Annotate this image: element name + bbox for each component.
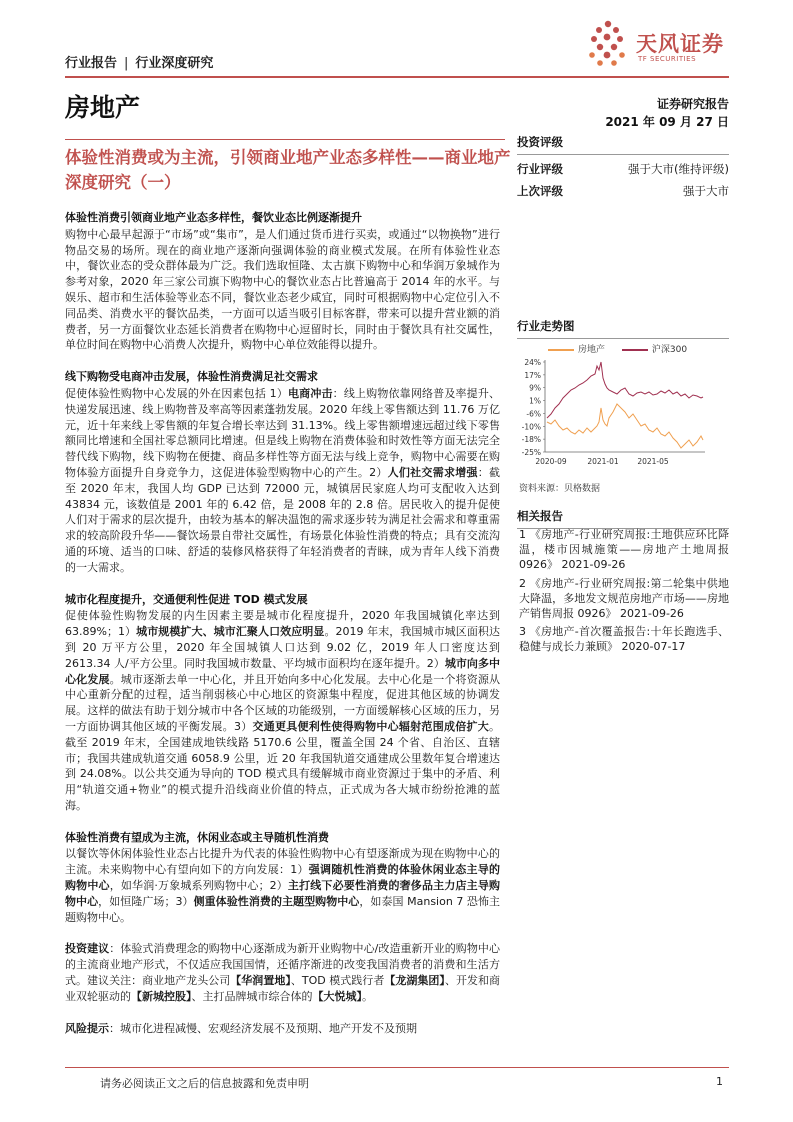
text-run: 以餐饮等休闲体验性业态占比提升为代表的体验性购物中心有望逐渐成为现在购物中心的主流。未来购物中心有望向如下的方向发展：1） xyxy=(65,847,500,877)
legend-label: 房地产 xyxy=(578,345,606,355)
y-tick-label: 24% xyxy=(524,358,541,367)
report-category xyxy=(65,52,213,71)
text-bold: 【大悦城】 xyxy=(312,989,362,1003)
trend-chart xyxy=(517,338,729,473)
y-tick-label: -6% xyxy=(526,409,541,419)
rating-row xyxy=(517,183,729,199)
related-item[interactable]: 1 《房地产-行业研究周报:土地供应环比降温，楼市因城施策——房地产土地周报 0926》 2021-09-26 xyxy=(519,528,729,572)
chart-source: 资料来源：贝格数据 xyxy=(519,484,601,494)
text-bold: 强调随机性消费的体验休闲业态主导的购物中心 xyxy=(65,863,501,893)
section-paragraph xyxy=(65,941,500,1004)
sector-title: 房地产 xyxy=(65,93,141,122)
text-bold: 主打线下必要性消费的奢侈品主力店主导购物中心 xyxy=(65,879,500,908)
footer-divider xyxy=(65,1067,729,1068)
rating-row xyxy=(517,161,729,177)
header-divider xyxy=(65,76,729,78)
logo-text-cn: 天风证券 xyxy=(636,32,724,56)
text-bold: 风险提示 xyxy=(65,1021,109,1035)
rating-header: 投资评级 xyxy=(517,134,729,155)
text-bold: 交通更具便利性使得购物中心辐射范围成倍扩大 xyxy=(252,719,490,733)
text-run: ：截至 2020 年末，我国人均 GDP 已达到 72000 元，城镇居民家庭人均可支配收入达到 43834 元，该数值是 2001 年的 6.42 倍，是 2008 年的 2.8 倍。居民收入的提升促使人们对于需求的层次提升，由较为基本的解决温饱的需求逐步转为满足社会需求和尊重需求的较高阶段升华——餐饮场景自带社交属性，有场景化体验性消费的特点；具有交流沟通的环境、适当的口味、舒适的装修风格获得了年轻消费者的青睐，成为青年人线下消费的一大需求。 xyxy=(65,465,501,574)
legend-label: 沪深300 xyxy=(651,345,688,355)
main-body xyxy=(65,210,500,1052)
chart-header: 行业走势图 xyxy=(517,318,729,339)
logo-mark-icon xyxy=(586,18,630,68)
footer-disclaimer[interactable]: 请务必阅读正文之后的信息披露和免责申明 xyxy=(100,1077,309,1090)
text-run: ：线上购物依靠网络普及率提升、快递发展迅速、线上购物普及率高等因素蓬勃发展。2020 年线上零售额达到 11.76 万亿元，近十年来线上零售额的年复合增长率达到 31.13%。线上零售额增速远超过线下零售额同比增速和全国社零总额同比增速。但是线上购物在消费体验和时效性等方面无法完全替代线下购物，线下购物在便捷、商品多样性等方面无法与线上竞争，购物中心需要在购物体验方面提升自身竞争力，这促进体验型购物中心的产生。2） xyxy=(65,386,501,479)
section-trend xyxy=(65,830,500,926)
x-tick-label: 2021-05 xyxy=(637,457,669,466)
text-bold: 【新城控股】 xyxy=(131,989,192,1003)
text-run: 、主打品牌城市综合体的 xyxy=(191,989,313,1003)
page-number: 1 xyxy=(716,1075,723,1088)
logo-text-en: TF SECURITIES xyxy=(638,55,697,63)
rating-key: 行业评级 xyxy=(517,162,563,176)
section-investment-advice xyxy=(65,941,500,1004)
company-logo xyxy=(586,18,736,70)
x-axis-ticks xyxy=(535,457,669,466)
text-bold: 城市规模扩大、城市汇聚人口效应明显 xyxy=(136,625,325,639)
text-bold: 【华润置地】 xyxy=(230,974,291,988)
related-panel xyxy=(517,508,729,529)
section-urbanization xyxy=(65,592,500,814)
y-tick-label: 17% xyxy=(524,370,541,380)
y-axis-ticks xyxy=(522,358,545,457)
section-heading: 体验性消费有望成为主流，休闲业态或主导随机性消费 xyxy=(65,830,329,844)
section-heading: 线下购物受电商冲击发展，体验性消费满足社交需求 xyxy=(65,370,318,384)
section-paragraph: 购物中心最早起源于“市场”或“集市”，是人们通过货币进行买卖，或通过“以物换物”进行物品交易的场所。现在的商业地产逐渐向强调体验的商业模式发展。在所有体验性业态中，餐饮业态的受众群体最为广泛。我们选取恒隆、太古旗下购物中心和华润万象城作为参考对象，2020 年三家公司旗下购物中心的餐饮业态占比普遍高于 2014 年的水平。与娱乐、超市和生活体验等业态不同，餐饮业态老少咸宜，同时可根据购物中心定位引入不同品类、消费水平的餐饮品类，一方面可以适当吸引目标客群，带来可以提升营业额的消费者，另一方面餐饮业态延长消费者在购物中心逗留时长，同时由于餐饮具有社交属性，单位时间在购物中心消费人次提升，购物中心单位效能得以提升。 xyxy=(65,227,500,352)
text-run: 。城市逐渐去单一中心化，并且开始向多中心化发展。去中心化是一个将资源从中心重新分配的过程，适当削弱核心中心地区的资源集中程度，促进其他区域的协调发展。这样的做法有助于划分城市中各个区域的功能级别，一方面缓解核心区域的压力，另一方面协调其他区域的平衡发展。3） xyxy=(65,672,501,733)
text-run: 。2019 年末，我国城市城区面积达到 20 万平方公里，2020 年全国城镇人口达到 9.02 亿，2019 年人口密度达到 2613.34 人/平方公里。同时我国城市数量、平均城市面积均在逐年提升。2） xyxy=(65,625,500,670)
series-line-csi300 xyxy=(547,362,703,418)
text-bold: 人们社交需求增强 xyxy=(387,465,478,479)
text-run: 。截至 2019 年末，全国建成地铁线路 5170.6 公里，覆盖全国 24 个省、自治区、直辖市；我国共建成轨道交通 6058.9 公里，近 20 年我国轨道交通建成公里数年复合增速达到 24.08%。以公共交通为导向的 TOD 模式具有缓解城市商业资源过于集中的矛盾、利用“轨道交通+物业”的模式提升沿线商业价值的特点，正式成为各大城市纷纷抢滩的蓝海。 xyxy=(65,719,501,812)
report-date: 2021 年 09 月 27 日 xyxy=(605,115,729,129)
x-tick-label: 2021-01 xyxy=(587,457,619,466)
section-heading: 城市化程度提升，交通便利性促进 TOD 模式发展 xyxy=(65,592,308,606)
y-tick-label: 9% xyxy=(529,383,541,393)
text-run: ，如华润·万象城系列购物中心；2） xyxy=(109,879,288,893)
section-ecommerce xyxy=(65,369,500,575)
text-bold: 投资建议 xyxy=(65,942,110,956)
y-tick-label: -25% xyxy=(521,448,541,457)
section-consumption xyxy=(65,210,500,353)
text-bold: 侧重体验性消费的主题型购物中心 xyxy=(193,894,360,908)
rating-value: 强于大市(维持评级) xyxy=(628,162,729,176)
text-run: 促使体验性购物发展的内生因素主要是城市化程度提升，2020 年我国城镇化率达到 63.89%；1） xyxy=(65,609,500,639)
text-bold: 城市向多中心化发展 xyxy=(65,656,501,686)
text-bold: 电商冲击 xyxy=(288,386,333,400)
rating-value: 强于大市 xyxy=(683,184,729,198)
y-tick-label: 1% xyxy=(529,396,541,406)
y-tick-label: -18% xyxy=(521,435,541,445)
text-run: ，如恒隆广场；3） xyxy=(98,894,194,908)
related-item[interactable]: 2 《房地产-行业研究周报:第二轮集中供地大降温，多地发文规范房地产市场——房地产销售周报 0926》 2021-09-26 xyxy=(519,576,729,621)
rating-box xyxy=(517,134,729,199)
x-tick-label: 2020-09 xyxy=(535,457,567,466)
text-run: 促使体验性购物中心发展的外在因素包括 1） xyxy=(65,386,288,400)
section-paragraph xyxy=(65,1021,500,1037)
related-header: 相关报告 xyxy=(517,508,729,529)
text-run: ：体验式消费理念的购物中心逐渐成为新开业购物中心/改造重新开业的购物中心的主流商业地产形式，不仅适应我国国情，还循序渐进的改变我国消费者的消费和生活方式。建议关注：商业地产龙头公司 xyxy=(65,942,500,988)
chart-panel xyxy=(517,318,729,339)
section-risk xyxy=(65,1021,500,1037)
section-paragraph xyxy=(65,846,500,925)
series-line-realestate xyxy=(547,404,703,448)
related-item[interactable]: 3 《房地产-首次覆盖报告:十年长跑选手、稳健与成长力兼顾》 2020-07-17 xyxy=(519,625,729,654)
category-separator: | xyxy=(124,56,129,71)
title-divider xyxy=(65,139,505,140)
report-type: 证券研究报告 xyxy=(656,97,729,111)
text-run: 、TOD 模式践行者 xyxy=(290,974,385,988)
text-run: 、开发和商业双轮驱动的 xyxy=(65,974,501,1003)
category-label: 行业报告 xyxy=(65,56,118,71)
section-heading: 体验性消费引领商业地产业态多样性，餐饮业态比例逐渐提升 xyxy=(65,211,362,224)
section-paragraph xyxy=(65,386,500,576)
text-run: ：城市化进程减慢、宏观经济发展不及预期、地产开发不及预期 xyxy=(109,1021,417,1035)
text-run: ，如泰国 Mansion 7 恐怖主题购物中心。 xyxy=(65,894,501,924)
related-list xyxy=(519,527,729,658)
rating-key: 上次评级 xyxy=(517,184,563,198)
y-tick-label: -10% xyxy=(521,422,541,432)
section-paragraph xyxy=(65,608,500,813)
text-bold: 【龙湖集团】 xyxy=(384,974,445,988)
text-run: 。 xyxy=(362,989,373,1003)
subcategory-label: 行业深度研究 xyxy=(135,56,214,71)
report-title: 体验性消费或为主流，引领商业地产业态多样性——商业地产深度研究（一） xyxy=(65,148,511,192)
